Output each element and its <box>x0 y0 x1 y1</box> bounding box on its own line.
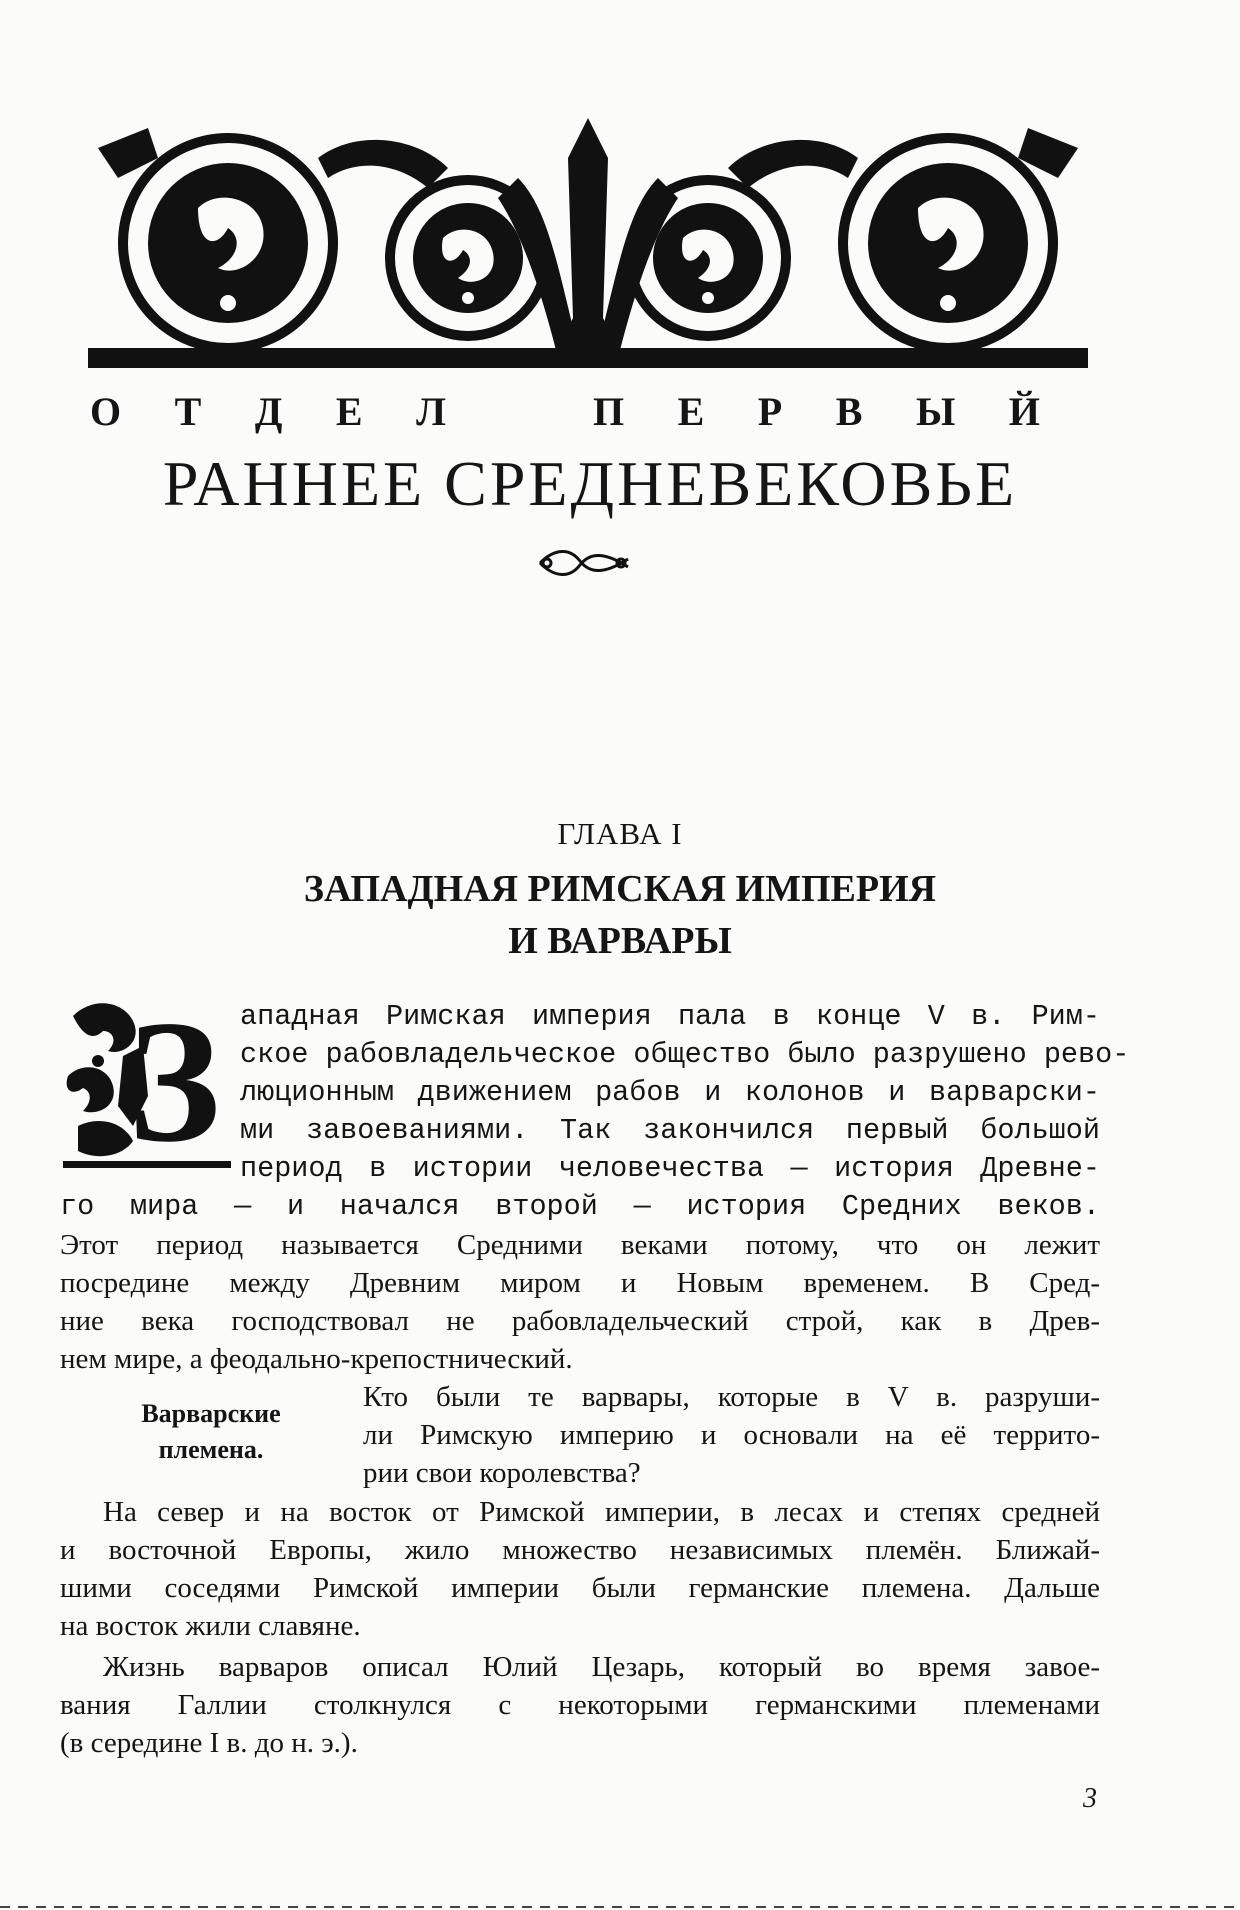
section-letter: Ы <box>915 389 956 434</box>
text-line: На север и на восток от Римской империи, в лесах и степях средней <box>103 1496 1100 1528</box>
sidenote-line: Варварские <box>141 1399 281 1428</box>
chapter-title <box>0 863 1240 967</box>
chapter-title-line: И ВАРВАРЫ <box>508 920 732 962</box>
section-letter: В <box>835 389 863 434</box>
text-line: ли Римскую империю и основали на её террито- <box>363 1419 1100 1451</box>
ornamental-headpiece <box>88 118 1088 368</box>
bottom-edge-stitch <box>0 1904 1240 1910</box>
section-letter: Т <box>174 389 202 434</box>
word-gap <box>499 392 539 432</box>
text-line: период в истории человечества — история Древне- <box>240 1152 1100 1185</box>
section-letter: О <box>90 389 122 434</box>
chapter-label: ГЛАВА I <box>557 816 683 851</box>
section-letter: Р <box>757 389 783 434</box>
text-line: шими соседями Римской империи были германские племена. Дальше <box>60 1572 1100 1604</box>
section-letter: Е <box>335 389 363 434</box>
text-line: ское рабовладельческое общество было разрушено рево- <box>240 1038 1130 1071</box>
text-line: на восток жили славяне. <box>60 1610 361 1642</box>
text-line: Кто были те варвары, которые в V в. разруши- <box>363 1381 1100 1413</box>
text-line: посредине между Древним миром и Новым временем. В Сред- <box>60 1267 1100 1299</box>
text-line: и восточной Европы, жило множество независимых племён. Ближай- <box>60 1534 1100 1566</box>
drop-cap-letter: З <box>128 984 221 1178</box>
section-title: РАННЕЕ СРЕДНЕВЕКОВЬЕ <box>162 448 1018 519</box>
section-letter: Л <box>416 389 446 434</box>
text-line: Этот период называется Средними веками потому, что он лежит <box>60 1229 1100 1261</box>
chapter-title-line: ЗАПАДНАЯ РИМСКАЯ ИМПЕРИЯ <box>303 868 937 910</box>
text-line: нем мире, а феодально-крепостнический. <box>60 1343 573 1375</box>
section-letter: Д <box>254 389 283 434</box>
flourish-divider <box>535 543 633 581</box>
text-line: (в середине I в. до н. э.). <box>60 1727 358 1759</box>
text-line: ми завоеваниями. Так закончился первый большой <box>240 1114 1100 1147</box>
sidenote-line: племена. <box>158 1435 264 1464</box>
text-line: вания Галлии столкнулся с некоторыми германскими племенами <box>60 1689 1100 1721</box>
page-number: 3 <box>1083 1783 1097 1814</box>
text-line: люционным движением рабов и колонов и варварски- <box>240 1076 1100 1109</box>
text-line: ние века господствовал не рабовладельческий строй, как в Древ- <box>60 1305 1100 1337</box>
text-line: Жизнь варваров описал Юлий Цезарь, который во время завое- <box>103 1651 1100 1683</box>
text-line: рии свои королевства? <box>363 1457 641 1489</box>
text-line: го мира — и начался второй — история Средних веков. <box>60 1190 1100 1223</box>
section-letter: П <box>592 389 625 434</box>
section-letter: Е <box>677 389 705 434</box>
margin-sidenote <box>118 1396 304 1468</box>
section-subtitle <box>90 389 1040 434</box>
section-letter: Й <box>1008 389 1040 434</box>
text-line: ападная Римская империя пала в конце V в. Рим- <box>240 1000 1100 1033</box>
